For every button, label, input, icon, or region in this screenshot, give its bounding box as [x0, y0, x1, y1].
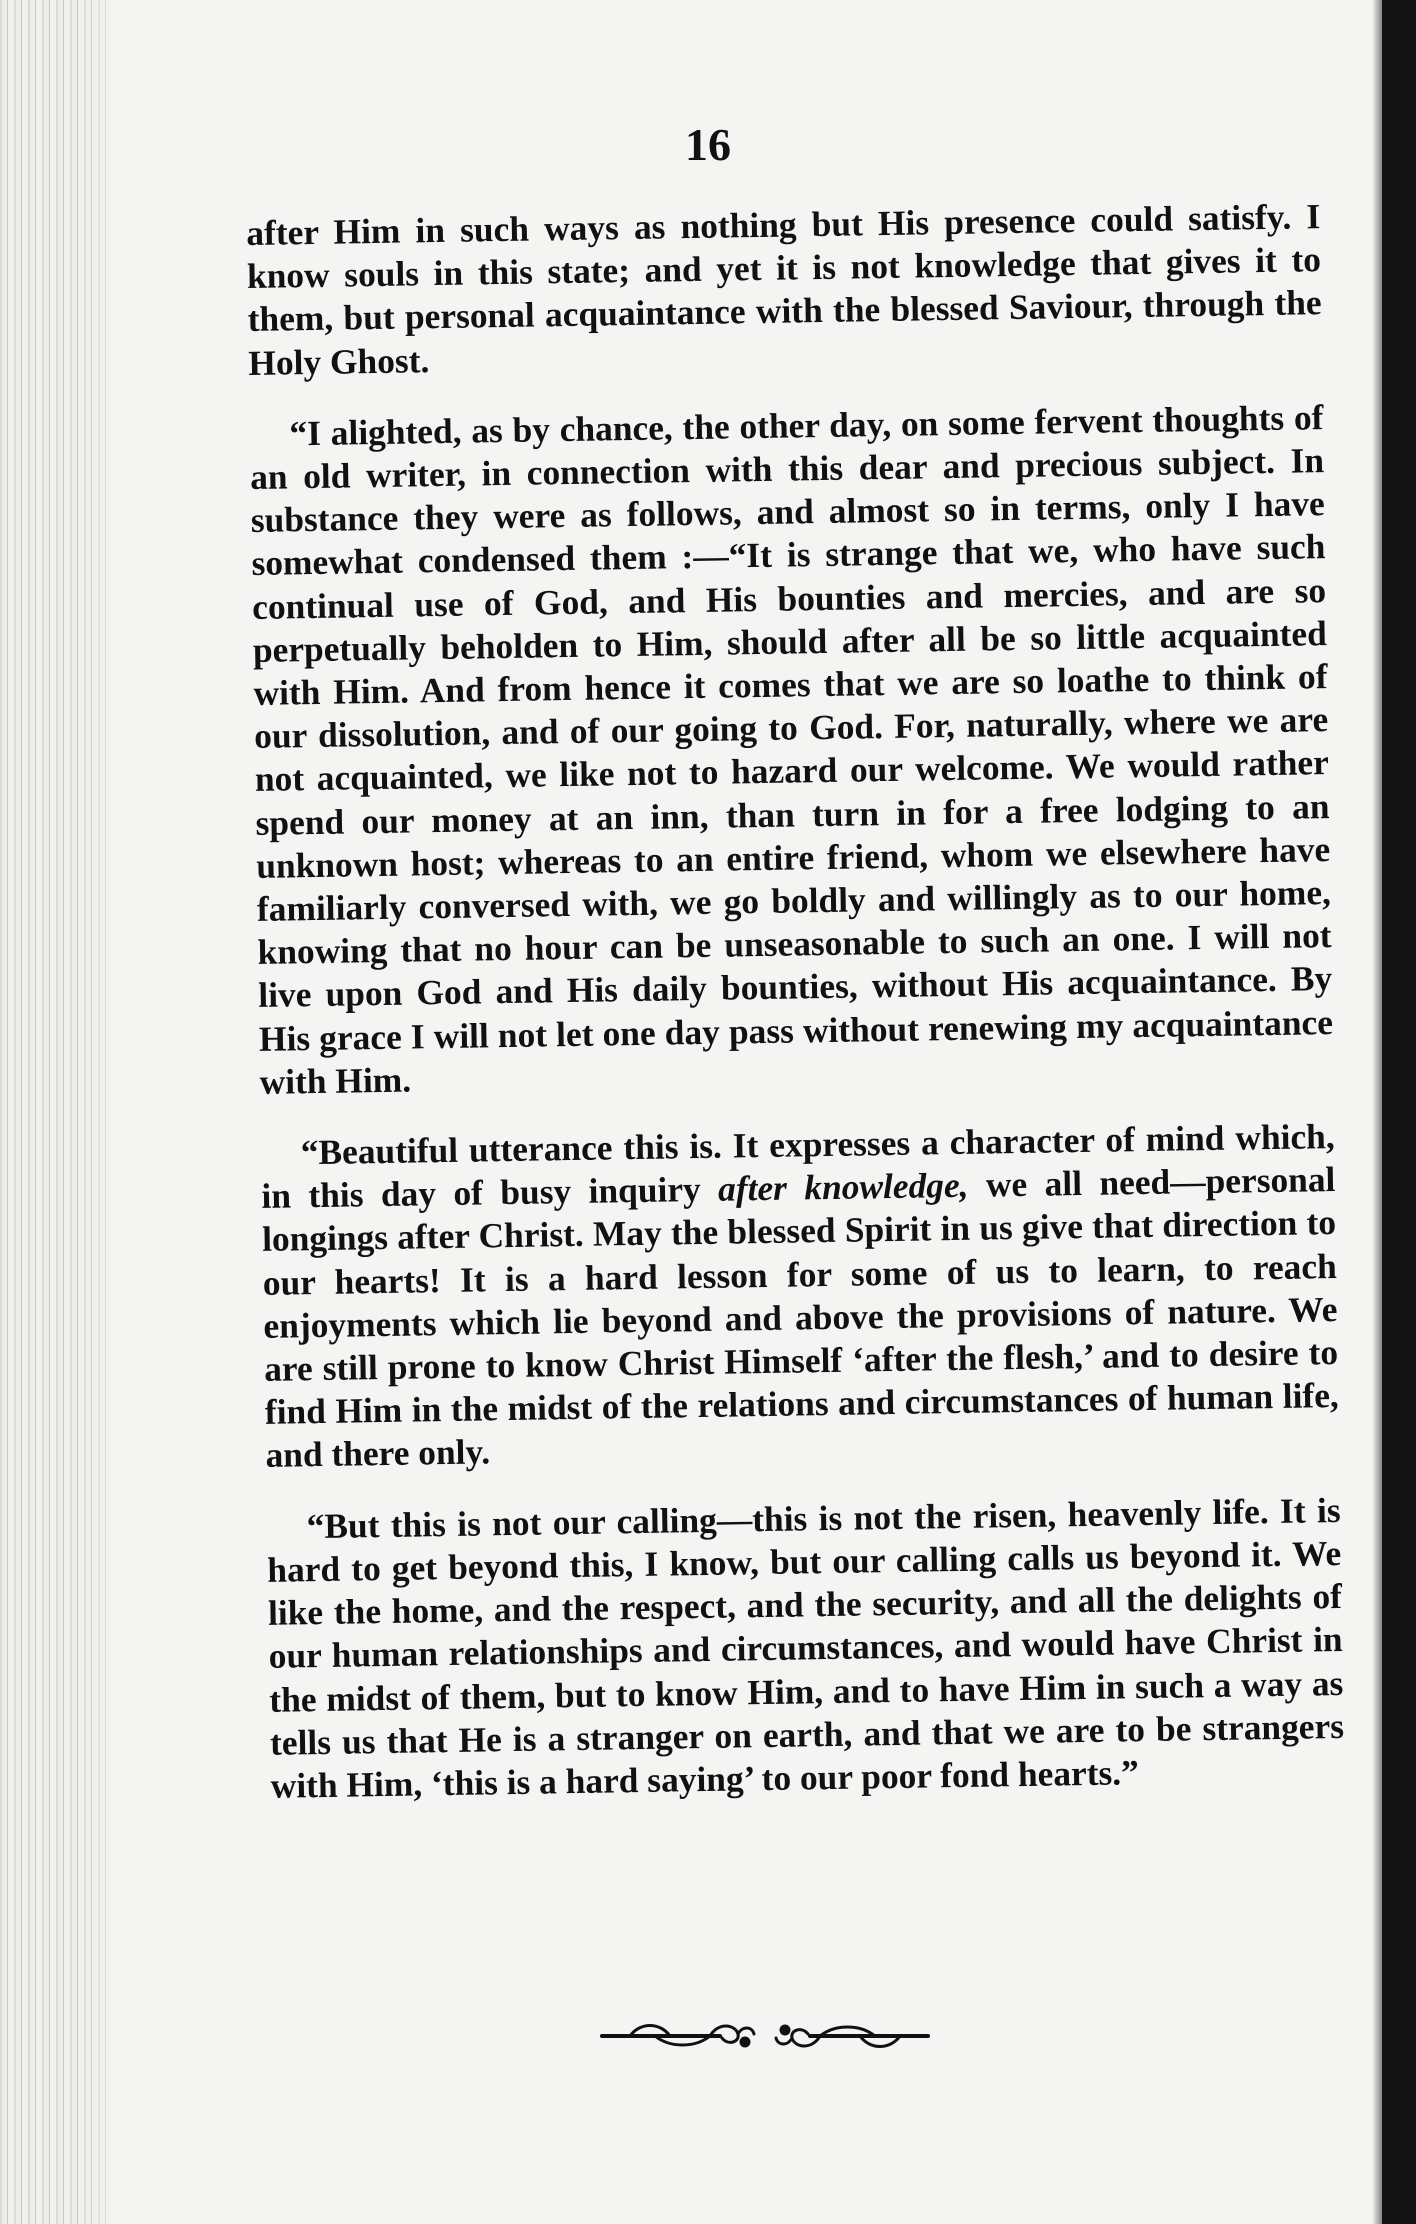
- binding-fade: [80, 0, 140, 2224]
- scan-border-right: [1382, 0, 1416, 2224]
- paragraph-text-after-emphasis: we all need—personal longings after Christ. May the blessed Spirit in us give that direction to our hearts! It is a hard lesson for some of us to learn, to reach enjoyments which lie beyond and above the provisions of nature. We are still prone to know Christ Himself ‘after the flesh,’ and to desire to find Him in the midst of the relations and circumstances of human life, and there only.: [261, 1159, 1340, 1476]
- emphasis-after-knowledge: after knowledge,: [717, 1165, 969, 1209]
- body-text: [246, 195, 1345, 1836]
- scan-edge-shadow: [1372, 0, 1382, 2224]
- paragraph-beautiful-utterance: [260, 1115, 1339, 1477]
- page-number: 16: [685, 119, 731, 170]
- paragraph-continuation: after Him in such ways as nothing but His presence could satisfy. I know souls in this state; and yet it is not knowledge that gives it to them, but personal acquaintance with the blessed Saviour, through the Holy Ghost.: [246, 196, 1322, 383]
- paragraph-calling: “But this is not our calling—this is not the risen, heavenly life. It is hard to get beyond this, I know, but our calling calls us beyond it. We like the home, and the respect, and the security, and all the delights of our human relationships and circumstances, and would have Christ in the midst of them, but to know Him, and to have Him in such a way as tells us that He is a stranger on earth, and that we are to be strangers with Him, ‘this is a hard saying’ to our poor fond hearts.”: [267, 1489, 1345, 1806]
- paragraph-text-before-emphasis: “Beautiful utterance this is. It expresses a character of mind which, in this day of busy inquiry: [261, 1116, 1335, 1217]
- paragraph-old-writer-quote: “I alighted, as by chance, the other day, on some fervent thoughts of an old writer, in connection with this dear and precious subject. In substance they were as follows, and almost so in terms, only I have somewhat condensed them :—“It is strange that we, who have such continual use of God, and His bounties and mercies, and are so perpetually beholden to Him, should after all be so little acquainted with Him. And from hence it comes that we are so loathe to think of our dissolution, and of our going to God. For, naturally, where we are not acquainted, we like not to hazard our welcome. We would rather spend our money at an inn, than turn in for a free lodging to an unknown host; whereas to an entire friend, whom we elsewhere have familiarly conversed with, we go boldly and willingly as to our home, knowing that no hour can be unseasonable to such an one. I will not live upon God and His daily bounties, without His acquaintance. By His grace I will not let one day pass without renewing my acquaintance with Him.: [249, 396, 1334, 1102]
- scroll-ornament-icon: [600, 2012, 930, 2058]
